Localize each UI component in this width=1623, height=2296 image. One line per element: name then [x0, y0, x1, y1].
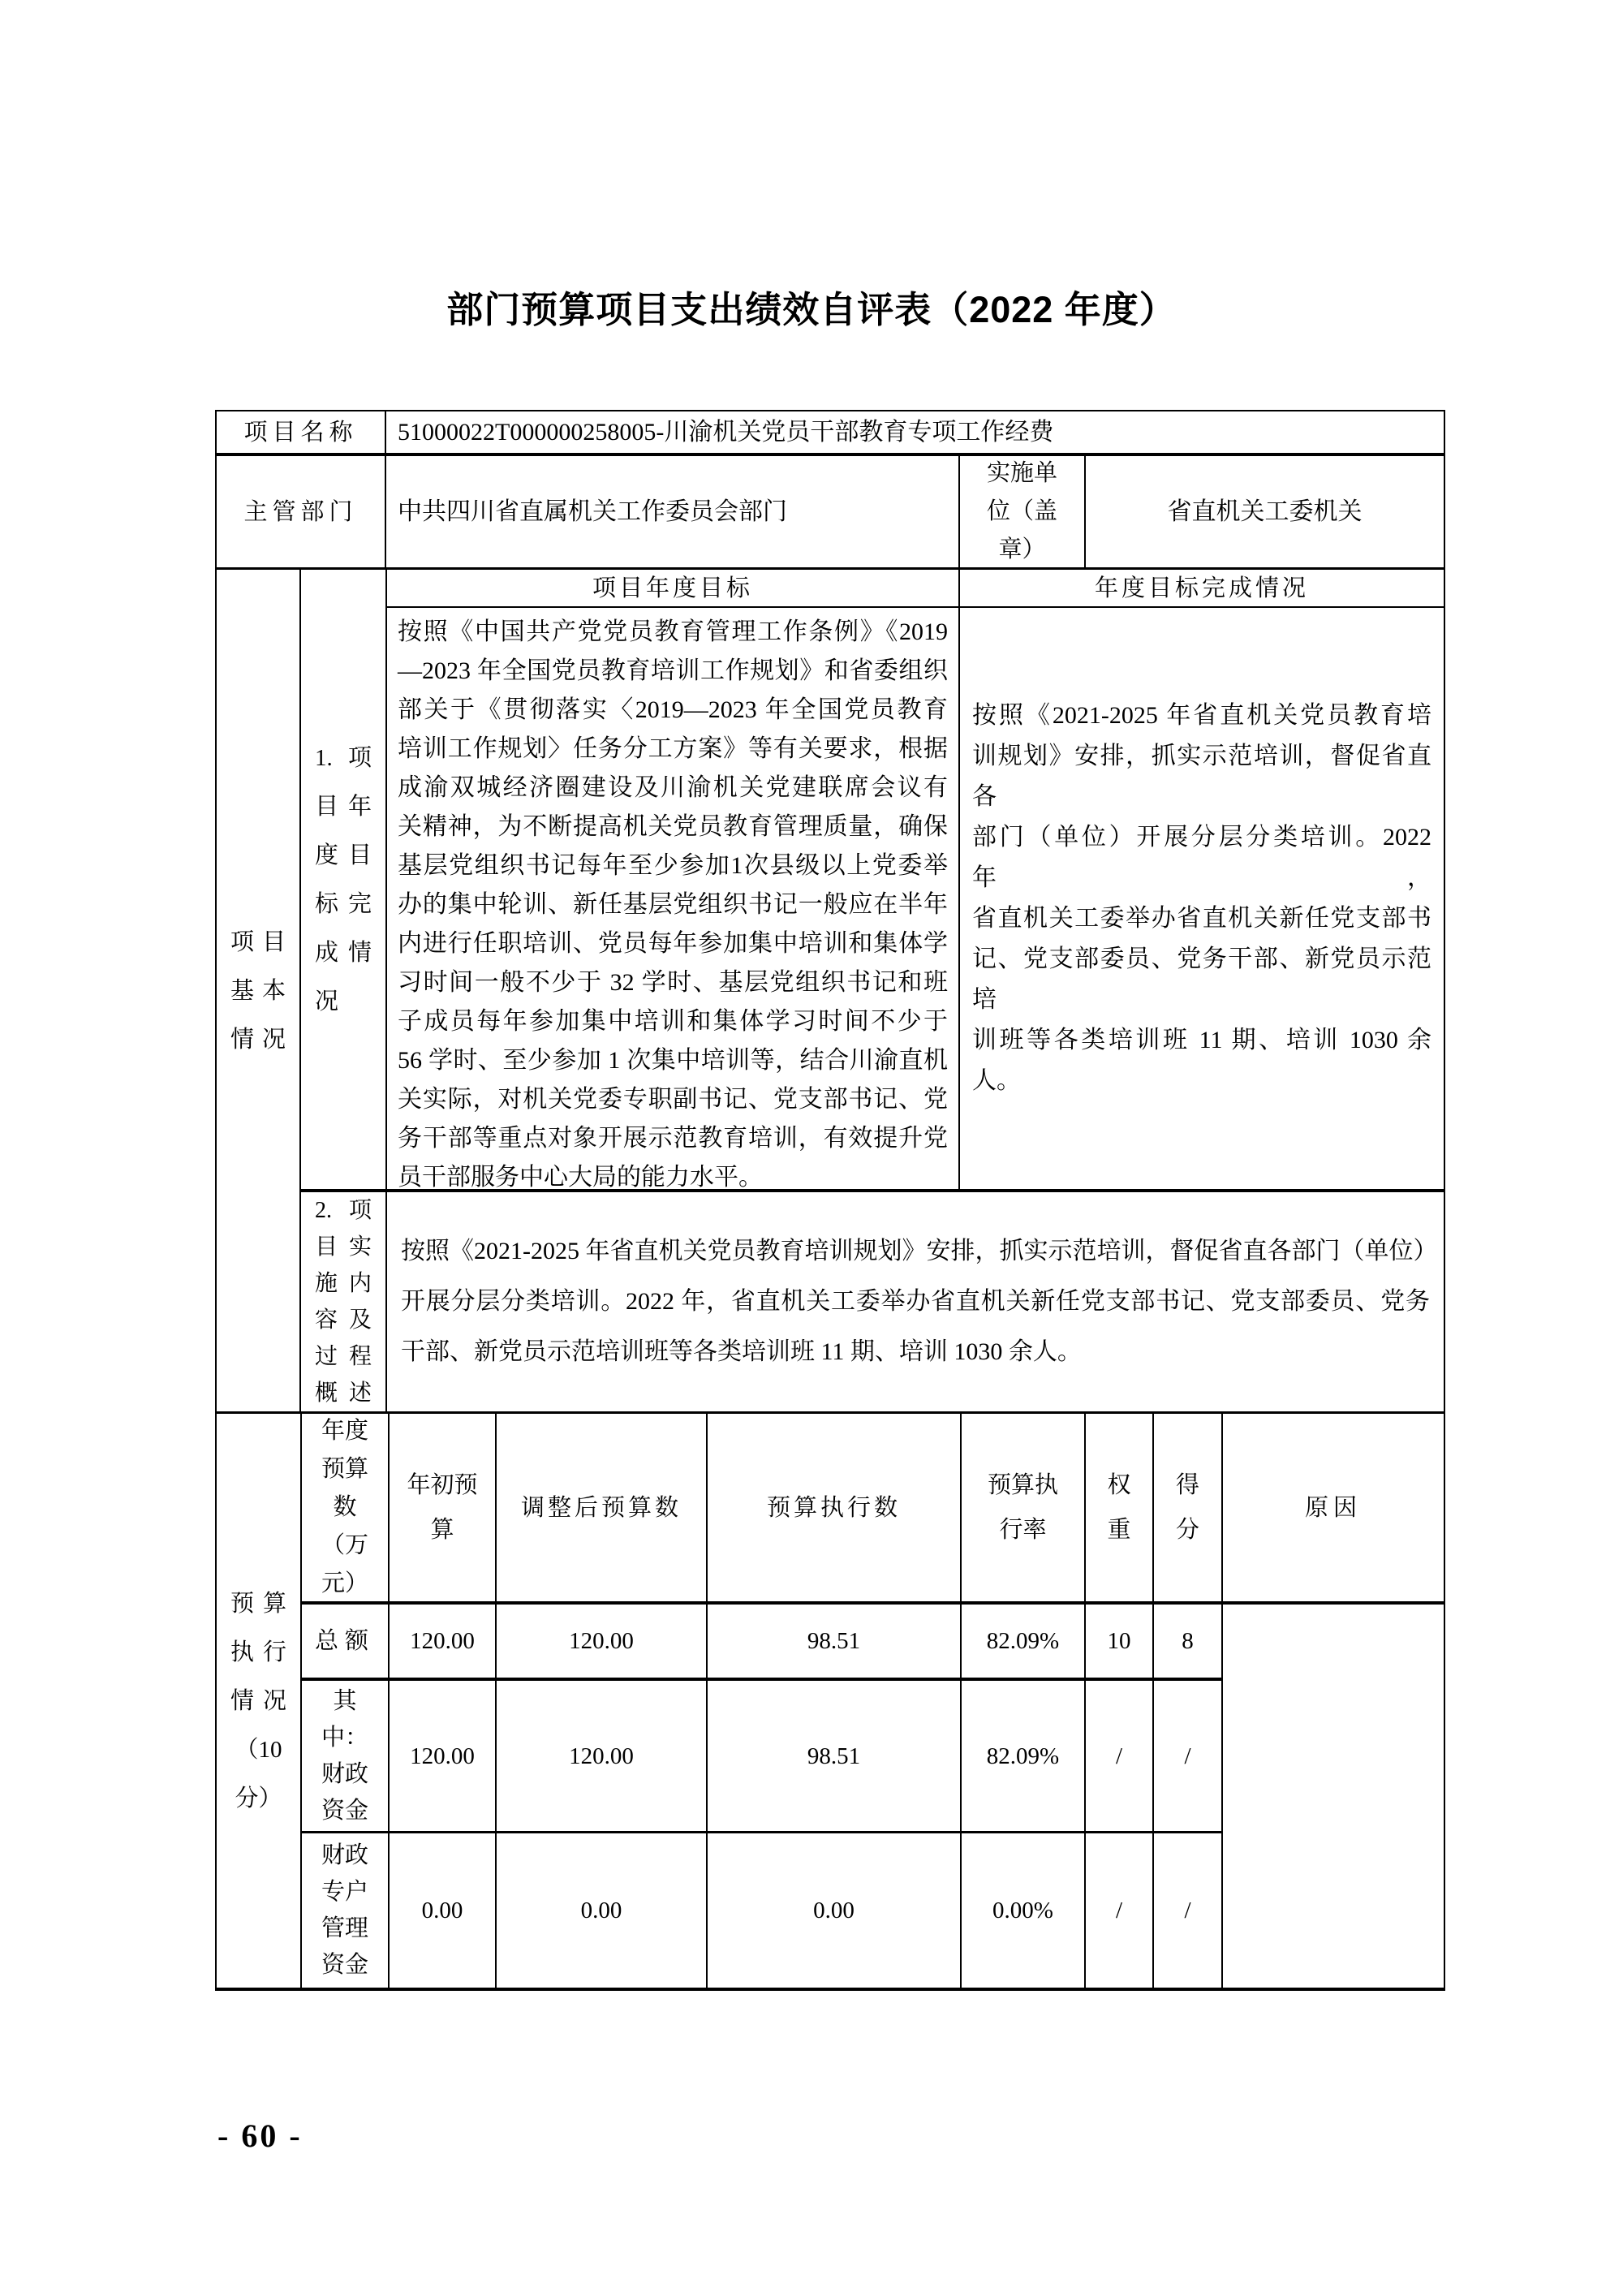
supervising-dept-label: 主管部门 — [217, 456, 386, 570]
special-executed-budget: 0.00 — [708, 1833, 962, 1988]
annual-goal-completion-row-label: 1. 项 目 年 度 目 标 完 成 情 况 — [301, 570, 387, 1192]
reason-value-cell — [1223, 1605, 1444, 1988]
special-initial-budget: 0.00 — [390, 1833, 497, 1988]
implementing-unit-label: 实施单 位（盖 章） — [960, 456, 1086, 570]
total-initial-budget: 120.00 — [390, 1605, 497, 1681]
execution-rate-col-header: 预算执 行率 — [962, 1414, 1086, 1605]
goal-completion-header: 年度目标完成情况 — [960, 570, 1444, 608]
page-number: - 60 - — [217, 2117, 303, 2154]
special-execution-rate: 0.00% — [962, 1833, 1086, 1988]
project-name-value: 51000022T000000258005-川渝机关党员干部教育专项工作经费 — [386, 411, 1444, 456]
goal-completion-text: 按照《2021-2025 年省直机关党员教育培 训规划》安排，抓实示范培训，督促省直各 部门（单位）开展分层分类培训。2022 年， 省直机关工委举办省直机关新任党支部书 记、党支部委员、党务干部、新党员示范培 训班等各类培训班 11 期、培训 1030 余人。 — [960, 608, 1444, 1192]
fiscal-score: / — [1154, 1681, 1223, 1833]
total-weight: 10 — [1086, 1605, 1154, 1681]
initial-budget-col-header: 年初预 算 — [390, 1414, 497, 1605]
total-execution-rate: 82.09% — [962, 1605, 1086, 1681]
page-title: 部门预算项目支出绩效自评表（2022 年度） — [446, 289, 1177, 330]
supervising-dept-value: 中共四川省直属机关工作委员会部门 — [386, 456, 960, 570]
special-score: / — [1154, 1833, 1223, 1988]
fiscal-weight: / — [1086, 1681, 1154, 1833]
annual-budget-col-header: 年度 预算 数 （万 元） — [302, 1414, 390, 1605]
reason-col-header: 原因 — [1223, 1414, 1444, 1605]
special-weight: / — [1086, 1833, 1154, 1988]
fiscal-executed-budget: 98.51 — [708, 1681, 962, 1833]
basic-info-section-label: 项 目 基 本 情 况 — [217, 570, 301, 1414]
implementation-overview-text: 按照《2021-2025 年省直机关党员教育培训规划》安排，抓实示范培训，督促省直各部门（单位） 开展分层分类培训。2022 年，省直机关工委举办省直机关新任党支部书记、党支部委员、党务 干部、新党员示范培训班等各类培训班 11 期、培训 1030 余人。 — [387, 1192, 1444, 1414]
adjusted-budget-col-header: 调整后预算数 — [497, 1414, 708, 1605]
executed-budget-col-header: 预算执行数 — [708, 1414, 962, 1605]
project-name-label: 项目名称 — [217, 411, 386, 456]
annual-goal-header: 项目年度目标 — [387, 570, 960, 608]
total-score: 8 — [1154, 1605, 1223, 1681]
fiscal-execution-rate: 82.09% — [962, 1681, 1086, 1833]
fiscal-funds-row-label: 其 中： 财政 资金 — [302, 1681, 390, 1833]
weight-col-header: 权 重 — [1086, 1414, 1154, 1605]
total-row-label: 总额 — [302, 1605, 390, 1681]
special-adjusted-budget: 0.00 — [497, 1833, 708, 1988]
total-adjusted-budget: 120.00 — [497, 1605, 708, 1681]
implementing-unit-value: 省直机关工委机关 — [1086, 456, 1444, 570]
annual-goal-text: 按照《中国共产党党员教育管理工作条例》《2019 —2023 年全国党员教育培训工作规划》和省委组织 部关于《贯彻落实〈2019—2023 年全国党员教育 培训工作规划〉任务分工方案》等有关要求，根据 成渝双城经济圈建设及川渝机关党建联席会议有 关精神，为不断提高机关党员教育管理质量，确保 基层党组织书记每年至少参加1次县级以上党委举 办的集中轮训、新任基层党组织书记一般应在半年 内进行任职培训、党员每年参加集中培训和集体学 习时间一般不少于 32 学时、基层党组织书记和班 子成员每年参加集中培训和集体学习时间不少于 56 学时、至少参加 1 次集中培训等，结合川渝直机 关实际，对机关党委专职副书记、党支部书记、党 务干部等重点对象开展示范教育培训，有效提升党 员干部服务中心大局的能力水平。 — [387, 608, 960, 1192]
fiscal-adjusted-budget: 120.00 — [497, 1681, 708, 1833]
fiscal-initial-budget: 120.00 — [390, 1681, 497, 1833]
implementation-overview-row-label: 2. 项 目 实 施 内 容 及 过 程 概 述 — [301, 1192, 387, 1414]
special-account-row-label: 财政 专户 管理 资金 — [302, 1833, 390, 1988]
score-col-header: 得 分 — [1154, 1414, 1223, 1605]
budget-execution-section-label: 预 算 执 行 情 况 （10 分） — [217, 1414, 302, 1988]
self-evaluation-table — [215, 410, 1445, 1991]
total-executed-budget: 98.51 — [708, 1605, 962, 1681]
